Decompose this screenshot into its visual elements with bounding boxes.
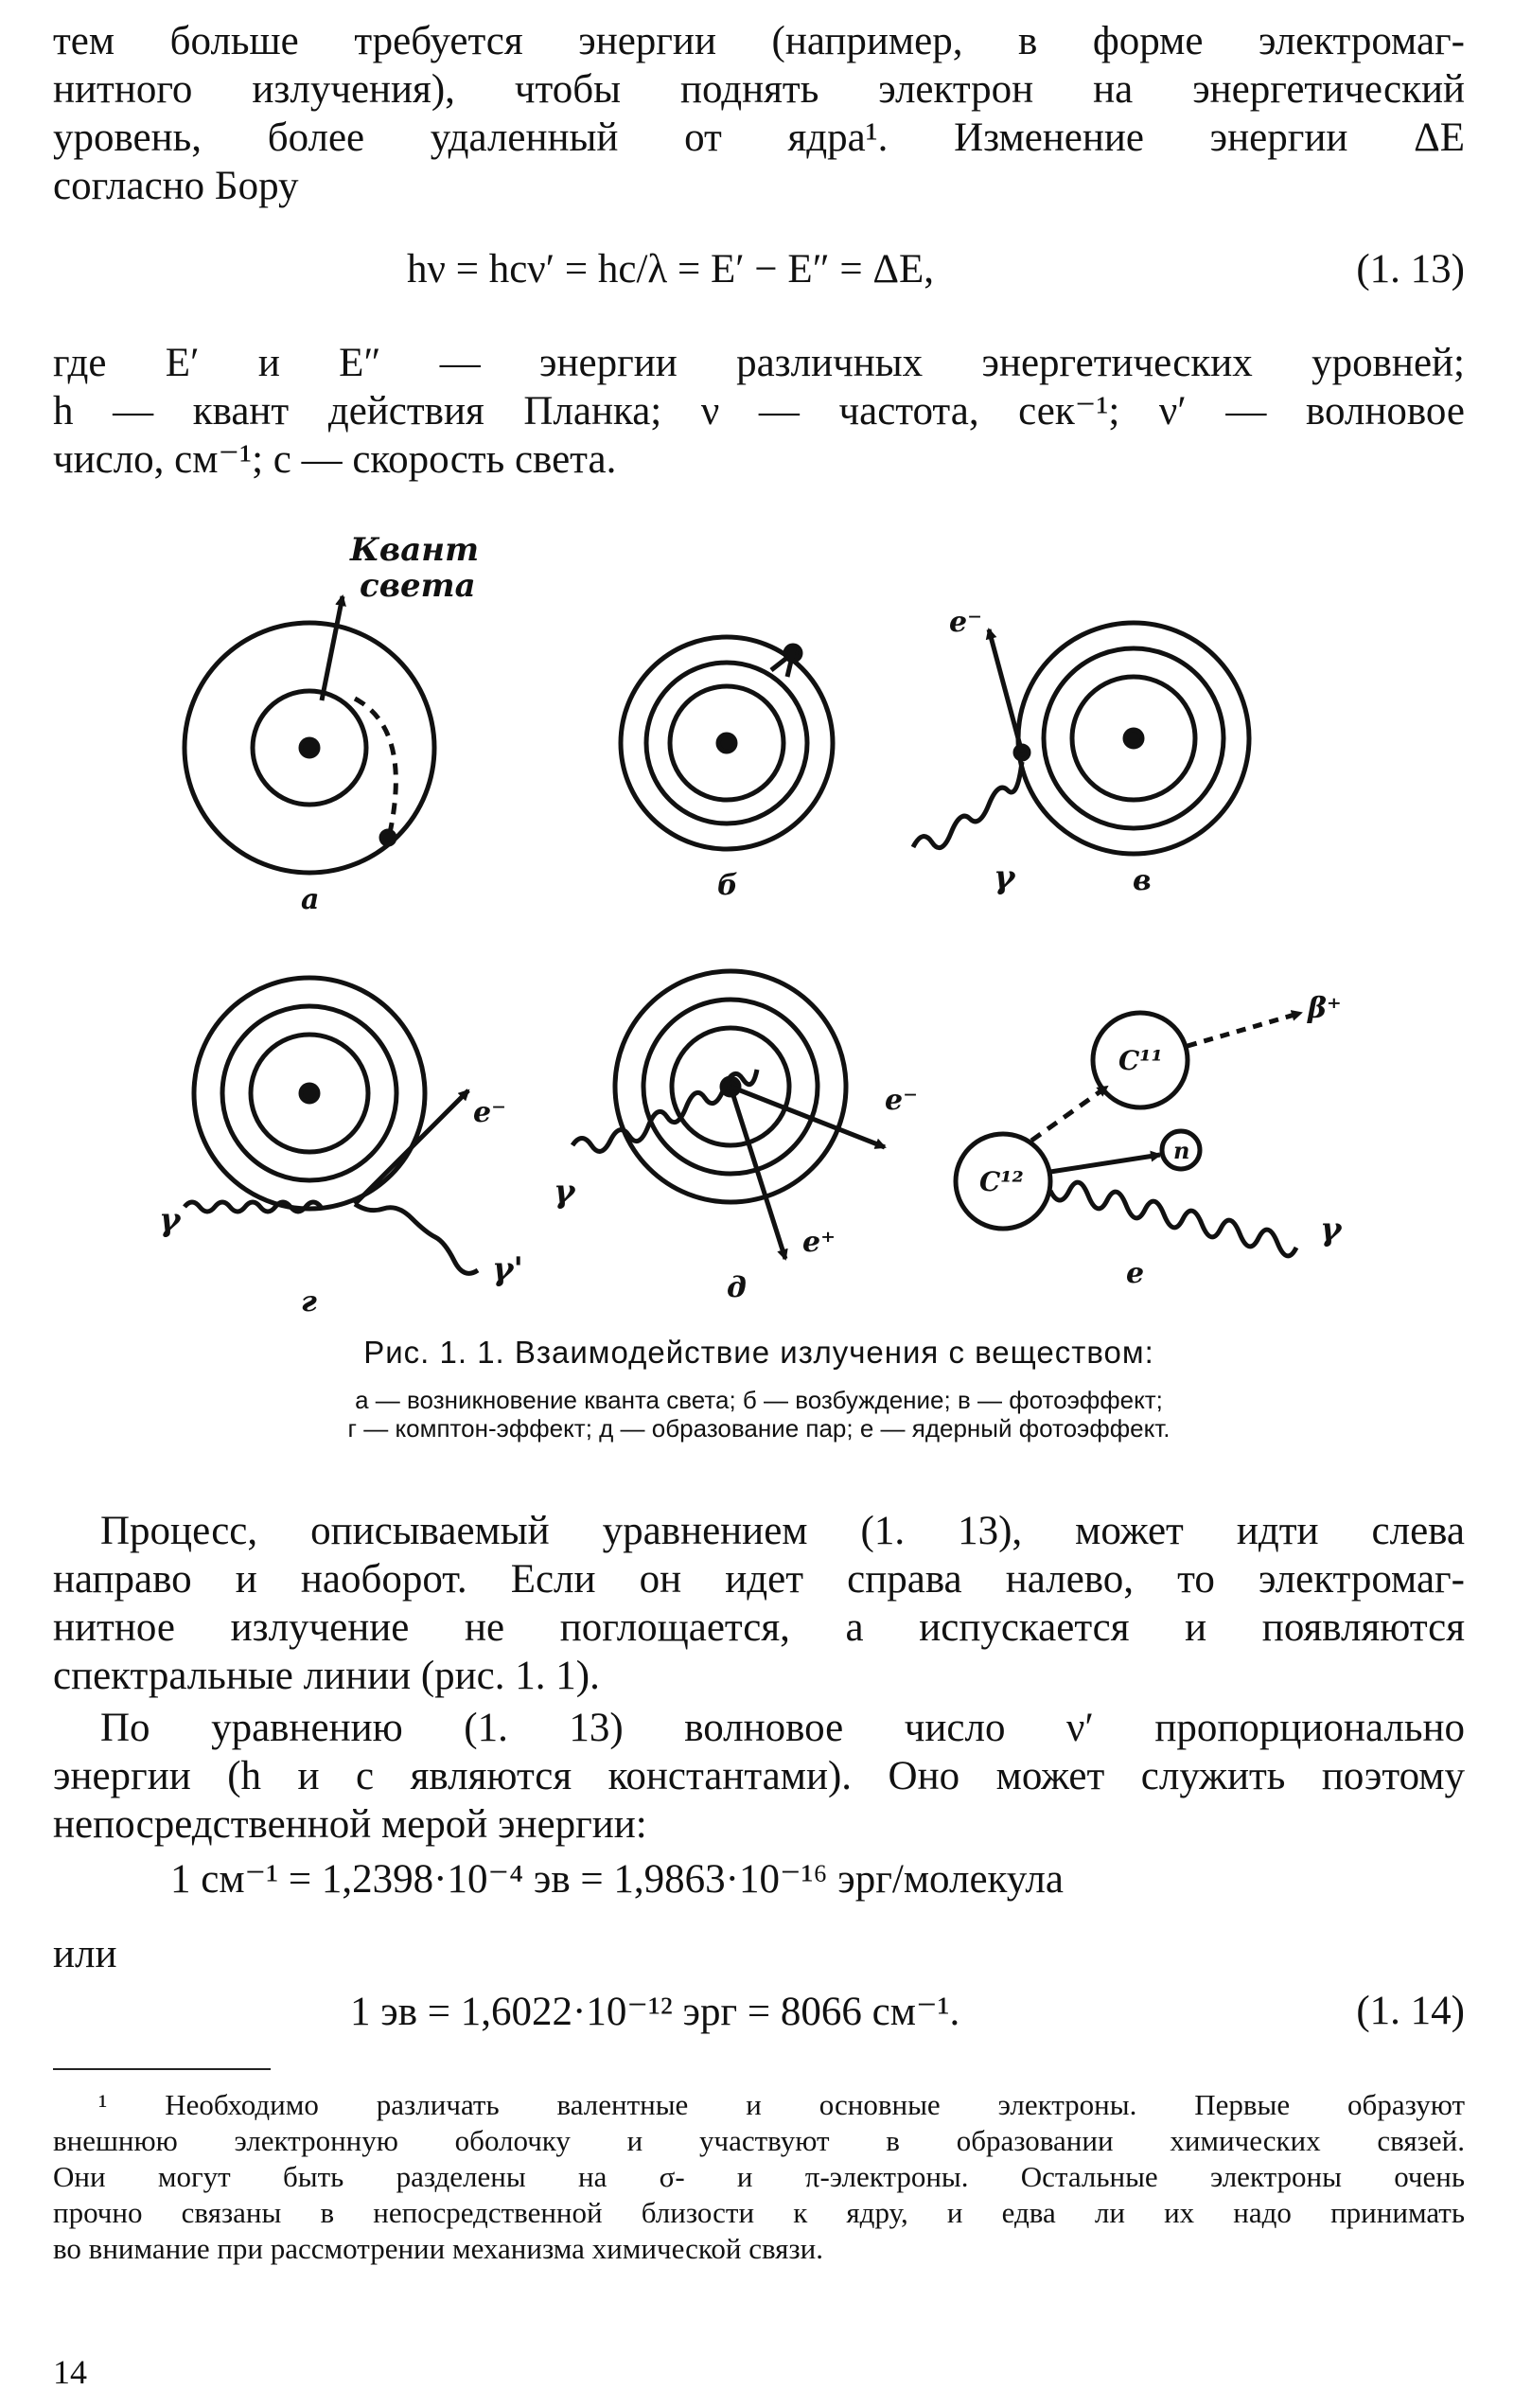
page-number: 14 — [53, 2353, 87, 2391]
label-e: е — [1126, 1257, 1145, 1290]
label-quantum: Квант — [350, 531, 480, 569]
text-line: направо и наоборот. Если он идет справа налево, то электромаг- — [53, 1557, 1465, 1602]
label-g: г — [301, 1285, 317, 1319]
label-gamma-e: γ — [1320, 1211, 1342, 1248]
footnote-line: прочно связаны в непосредственной близости к ядру, и едва ли их надо принимать — [53, 2196, 1465, 2229]
text-line: уровень, более удаленный от ядра¹. Изменение энергии ΔE — [53, 115, 1465, 160]
label-c12: C¹² — [979, 1166, 1024, 1197]
decay-arrow — [1031, 1087, 1107, 1141]
label-gamma-prime: γ' — [492, 1250, 523, 1288]
text-line: нитное излучение не поглощается, а испускается и появляются — [53, 1605, 1465, 1650]
or-word: или — [53, 1932, 117, 1976]
footnote-rule — [53, 2068, 271, 2070]
label-gamma-d: γ — [554, 1173, 575, 1211]
figure-1-1 — [0, 511, 1514, 1344]
footnote-line: ¹ Необходимо различать валентные и основные электроны. Первые образуют — [98, 2088, 1465, 2121]
text-line: согласно Бору — [53, 164, 299, 208]
process-paragraph — [53, 1507, 1465, 1700]
label-d: д — [727, 1271, 747, 1304]
figure-caption — [53, 1335, 1465, 1443]
text-line: спектральные линии (рис. 1. 1). — [53, 1654, 600, 1698]
text-line: тем больше требуется энергии (например, в форме электромаг- — [53, 19, 1465, 63]
equation-number-1-14: (1. 14) — [1356, 1989, 1465, 2033]
panel-b — [621, 637, 833, 849]
footnote-line: во внимание при рассмотрении механизма химической связи. — [53, 2232, 824, 2265]
panel-a — [185, 596, 434, 873]
equation-1-14: 1 эв = 1,6022·10⁻¹² эрг = 8066 см⁻¹. — [350, 1990, 960, 2034]
caption-legend-line: г — комптон-эффект; д — образование пар; е — ядерный фотоэффект. — [347, 1414, 1171, 1443]
label-beta-plus: β⁺ — [1308, 992, 1342, 1025]
wavenumber-paragraph — [53, 1704, 1465, 1849]
text-line: число, см⁻¹; c — скорость света. — [53, 437, 617, 482]
conversion-equation: 1 см⁻¹ = 1,2398·10⁻⁴ эв = 1,9863·10⁻¹⁶ эрг/молекула — [170, 1857, 1064, 1902]
text-line: По уравнению (1. 13) волновое число ν′ пропорционально — [100, 1706, 1465, 1750]
gamma-wave — [913, 762, 1022, 848]
gamma-wave — [1050, 1182, 1296, 1256]
label-electron-d: e⁻ — [885, 1084, 918, 1117]
text-line: нитного излучения), чтобы поднять электрон на энергетический — [53, 67, 1465, 112]
equation-number-1-13: (1. 13) — [1356, 247, 1465, 292]
panel-d — [572, 971, 885, 1259]
label-gamma-g: γ — [159, 1201, 181, 1239]
nucleus — [1125, 730, 1142, 747]
label-positron: e⁺ — [802, 1226, 836, 1259]
caption-title: Рис. 1. 1. Взаимодействие излучения с веществом: — [363, 1335, 1154, 1370]
panel-g — [185, 978, 478, 1273]
caption-legend-line: а — возникновение кванта света; б — возбуждение; в — фотоэффект; — [355, 1386, 1163, 1414]
nucleus — [301, 739, 318, 756]
excitation-jump — [771, 653, 793, 677]
light-quantum-arrow — [322, 596, 343, 700]
label-electron-g: e⁻ — [473, 1096, 506, 1129]
scattered-gamma-wave — [355, 1204, 478, 1273]
footnote-line: внешнюю электронную оболочку и участвуют в образовании химических связей. — [53, 2124, 1465, 2157]
label-neutron: n — [1173, 1137, 1190, 1164]
definitions-paragraph — [53, 339, 1465, 484]
text-line: где E′ и E″ — энергии различных энергетических уровней; — [53, 341, 1465, 385]
footnote — [53, 2087, 1465, 2267]
text-line: Процесс, описываемый уравнением (1. 13), может идти слева — [100, 1509, 1465, 1553]
label-v: в — [1133, 864, 1152, 897]
label-light: света — [360, 567, 476, 605]
label-electron-v: e⁻ — [949, 606, 982, 639]
neutron-arrow — [1050, 1155, 1160, 1172]
label-gamma-v: γ — [994, 859, 1015, 896]
photoelectron-arrow — [989, 629, 1022, 752]
footnote-line: Они могут быть разделены на σ- и π-электроны. Остальные электроны очень — [53, 2160, 1465, 2193]
beta-plus-arrow — [1188, 1013, 1301, 1046]
panel-v — [913, 623, 1249, 854]
nucleus — [301, 1085, 318, 1102]
text-line: непосредственной мерой энергии: — [53, 1802, 647, 1847]
label-a: а — [301, 883, 320, 916]
text-line: энергии (h и c являются константами). Оно может служить поэтому — [53, 1754, 1465, 1798]
equation-1-13: hν = hcν′ = hc/λ = E′ − E″ = ΔE, — [407, 247, 935, 292]
top-paragraph — [53, 17, 1465, 210]
label-c11: C¹¹ — [1118, 1045, 1163, 1076]
text-line: h — квант действия Планка; ν — частота, сек⁻¹; ν′ — волновое — [53, 389, 1465, 434]
electron — [381, 831, 395, 844]
label-b: б — [717, 869, 738, 902]
gamma-wave — [572, 1070, 757, 1151]
recoil-electron-arrow — [355, 1090, 468, 1204]
nucleus — [718, 735, 735, 752]
